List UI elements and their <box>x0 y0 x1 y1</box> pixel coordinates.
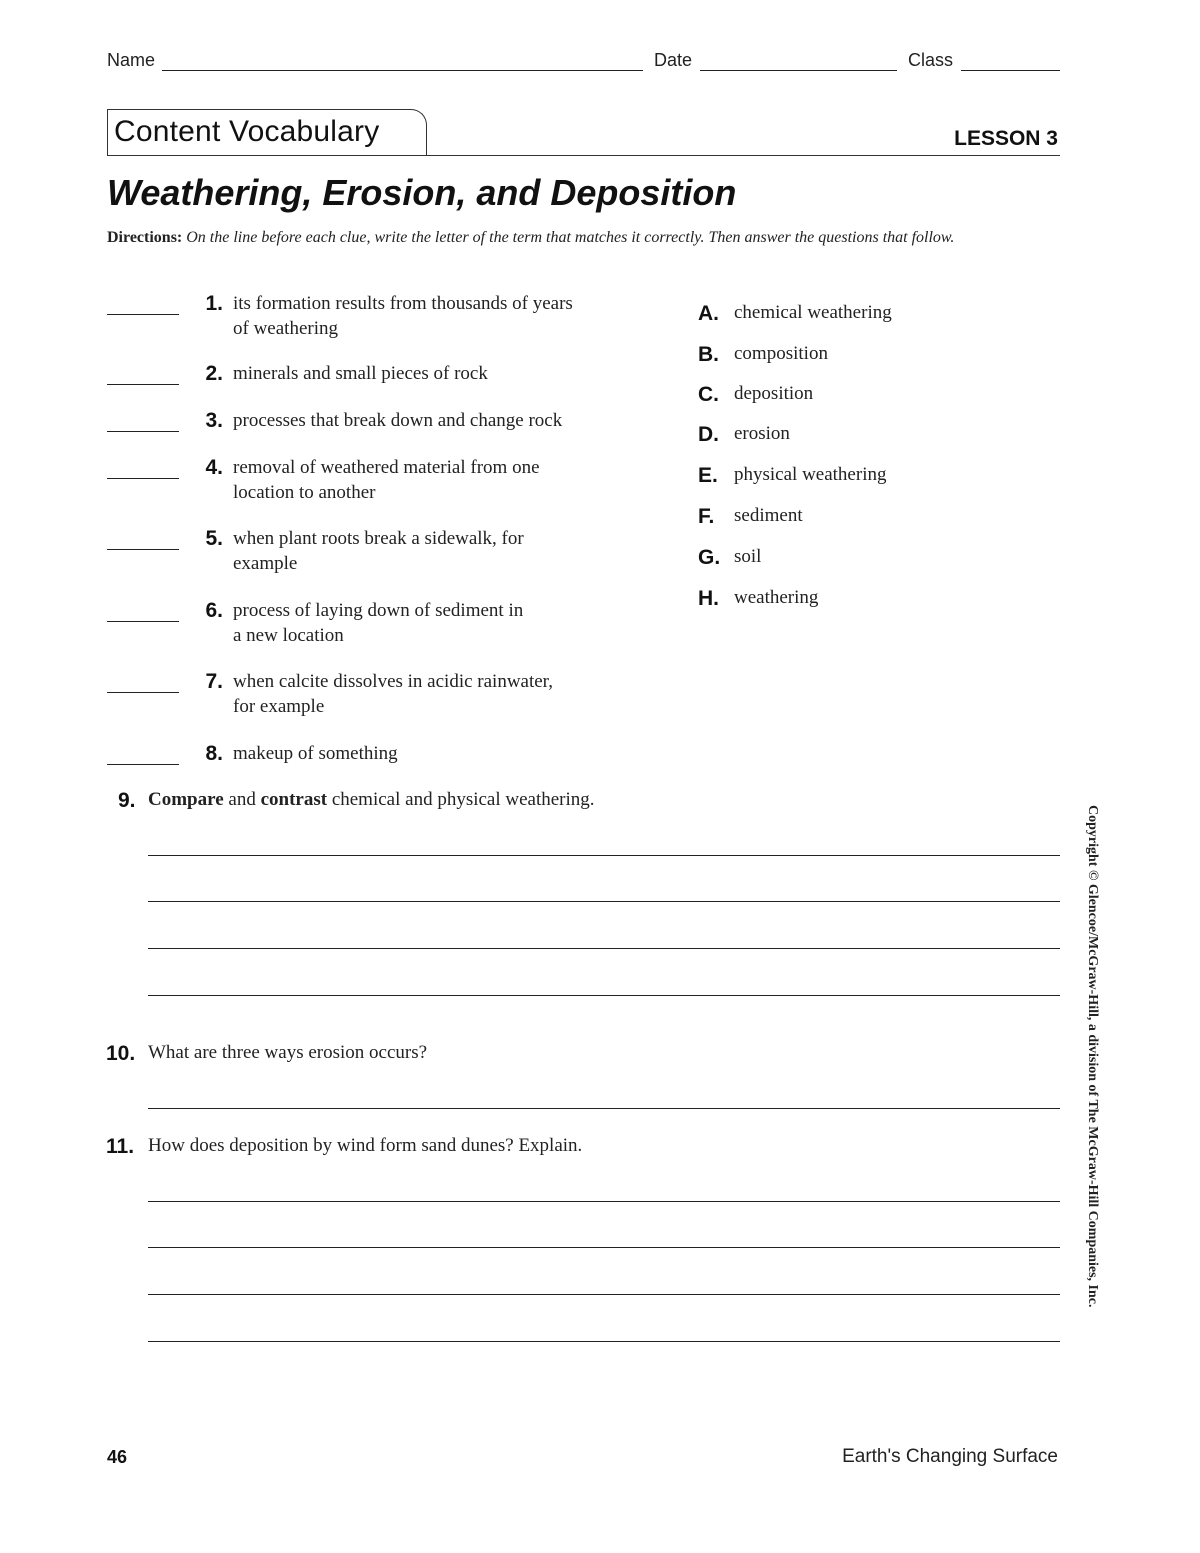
clue-8 <box>233 741 633 766</box>
term-letter: C. <box>698 383 719 406</box>
answer-line[interactable] <box>148 1294 1060 1295</box>
date-label: Date <box>654 50 693 70</box>
class-label: Class <box>908 50 954 70</box>
clue-line: for example <box>233 696 325 717</box>
clue-number: 1. <box>205 292 223 315</box>
clue-number: 6. <box>205 599 223 622</box>
copyright-notice: Copyright © Glencoe/McGraw-Hill, a division of The McGraw-Hill Companies, Inc. <box>1085 805 1100 1308</box>
answer-line[interactable] <box>148 1341 1060 1342</box>
class-field[interactable] <box>961 70 1060 71</box>
clue-line: a new location <box>233 625 344 646</box>
question-keyword: Compare <box>148 789 224 810</box>
header-rule <box>107 155 1060 156</box>
answer-line[interactable] <box>148 948 1060 949</box>
clue-number: 2. <box>205 362 223 385</box>
question-text: chemical and physical weathering. <box>327 789 595 810</box>
question-number: 10. <box>106 1042 136 1065</box>
answer-line[interactable] <box>148 995 1060 996</box>
term-letter: H. <box>698 587 719 610</box>
clue-number: 8. <box>205 742 223 765</box>
answer-blank-1[interactable] <box>107 314 179 315</box>
term-letter: D. <box>698 423 719 446</box>
term-text: weathering <box>734 587 819 608</box>
answer-blank-8[interactable] <box>107 764 179 765</box>
clue-1 <box>233 291 633 341</box>
clue-4 <box>233 455 633 505</box>
page-number: 46 <box>107 1447 128 1467</box>
name-field[interactable] <box>162 70 643 71</box>
term-text: sediment <box>734 505 803 526</box>
clue-line: example <box>233 553 298 574</box>
answer-blank-5[interactable] <box>107 549 179 550</box>
term-text: soil <box>734 546 762 567</box>
directions-text: On the line before each clue, write the letter of the term that matches it correctly. Then answer the questions that follow. <box>186 229 955 246</box>
answer-blank-6[interactable] <box>107 621 179 622</box>
answer-blank-3[interactable] <box>107 431 179 432</box>
question-text: and <box>223 789 261 810</box>
clue-line: of weathering <box>233 318 338 339</box>
clue-number: 4. <box>205 456 223 479</box>
clue-6 <box>233 598 633 648</box>
term-letter: A. <box>698 302 719 325</box>
page-title: Weathering, Erosion, and Deposition <box>107 172 737 213</box>
term-text: composition <box>734 343 828 364</box>
answer-blank-7[interactable] <box>107 692 179 693</box>
question-number: 9. <box>118 789 136 812</box>
clue-number: 7. <box>205 670 223 693</box>
clue-3 <box>233 408 633 433</box>
question-keyword: contrast <box>260 789 328 810</box>
clue-line: process of laying down of sediment in <box>233 600 524 621</box>
term-letter: E. <box>698 464 718 487</box>
term-text: chemical weathering <box>734 302 892 323</box>
answer-line[interactable] <box>148 1108 1060 1109</box>
term-text: deposition <box>734 383 814 404</box>
clue-number: 5. <box>205 527 223 550</box>
clue-line: its formation results from thousands of years <box>233 293 573 314</box>
term-text: erosion <box>734 423 790 444</box>
answer-blank-4[interactable] <box>107 478 179 479</box>
book-title: Earth's Changing Surface <box>842 1446 1058 1467</box>
question-11: How does deposition by wind form sand dunes? Explain. <box>148 1135 583 1156</box>
clue-line: location to another <box>233 482 376 503</box>
question-9 <box>148 789 595 811</box>
answer-line[interactable] <box>148 1247 1060 1248</box>
name-label: Name <box>107 50 156 70</box>
date-field[interactable] <box>700 70 897 71</box>
clue-5 <box>233 526 633 576</box>
clue-number: 3. <box>205 409 223 432</box>
question-10: What are three ways erosion occurs? <box>148 1042 428 1063</box>
clue-2 <box>233 361 633 386</box>
answer-blank-2[interactable] <box>107 384 179 385</box>
answer-line[interactable] <box>148 1201 1060 1202</box>
clue-line: minerals and small pieces of rock <box>233 363 488 384</box>
clue-line: removal of weathered material from one <box>233 457 540 478</box>
term-letter: F. <box>698 505 715 528</box>
term-text: physical weathering <box>734 464 887 485</box>
term-letter: G. <box>698 546 721 569</box>
clue-line: when calcite dissolves in acidic rainwater, <box>233 671 554 692</box>
clue-line: makeup of something <box>233 743 398 764</box>
clue-7 <box>233 669 633 719</box>
term-letter: B. <box>698 343 719 366</box>
clue-line: processes that break down and change rock <box>233 410 563 431</box>
tab-title: Content Vocabulary <box>114 115 380 148</box>
directions <box>107 227 957 248</box>
answer-line[interactable] <box>148 855 1060 856</box>
answer-line[interactable] <box>148 901 1060 902</box>
lesson-label: LESSON 3 <box>954 127 1058 150</box>
directions-label: Directions: <box>107 229 183 246</box>
question-number: 11. <box>106 1135 135 1158</box>
clue-line: when plant roots break a sidewalk, for <box>233 528 524 549</box>
